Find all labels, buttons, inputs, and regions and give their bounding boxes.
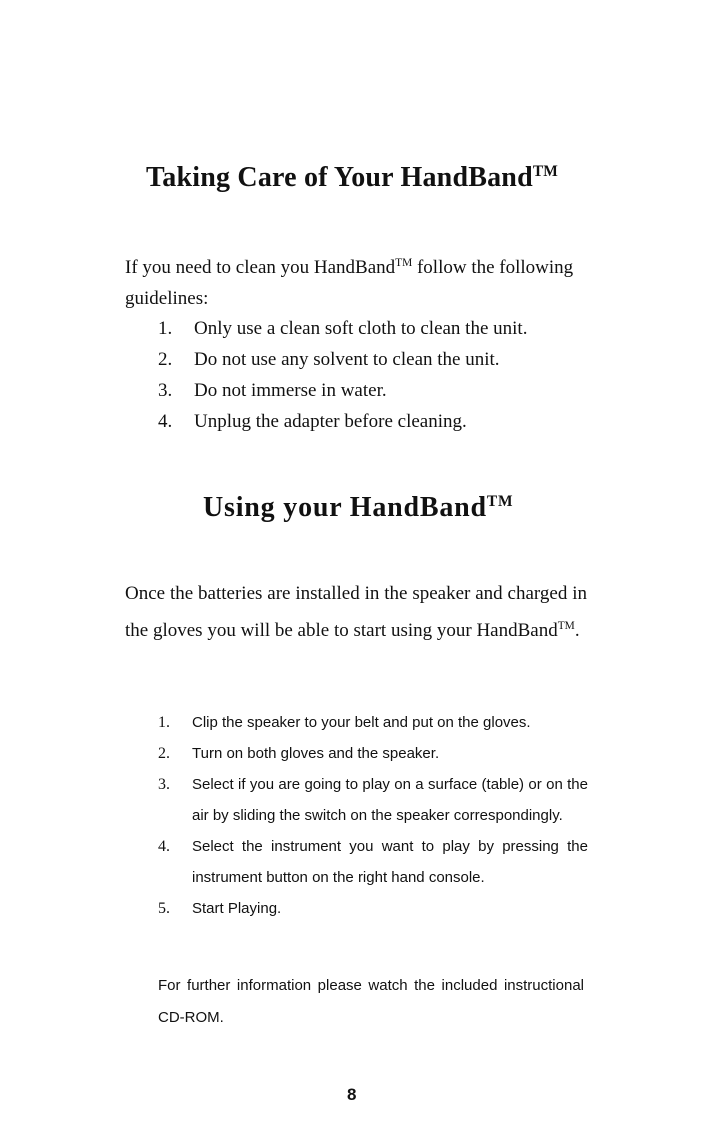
intro-text-end: follow the following guidelines: bbox=[125, 256, 574, 309]
list-item bbox=[158, 313, 618, 344]
item-number: 4. bbox=[158, 411, 173, 432]
trademark-mark: TM bbox=[486, 493, 514, 510]
usage-steps-list bbox=[158, 707, 588, 924]
item-number: 4. bbox=[158, 838, 170, 855]
intro-care-paragraph bbox=[125, 248, 595, 314]
item-text: Select if you are going to play on a surface (table) or on the air by sliding the switch on the speaker correspondingly. bbox=[192, 776, 588, 824]
item-number: 1. bbox=[158, 714, 170, 731]
intro-text: If you need to clean you HandBand bbox=[125, 256, 396, 278]
item-text: Clip the speaker to your belt and put on the gloves. bbox=[192, 714, 531, 731]
section-title-using bbox=[203, 492, 513, 524]
list-item bbox=[158, 375, 618, 406]
intro-using-paragraph bbox=[125, 578, 587, 647]
item-text: Start Playing. bbox=[192, 900, 282, 917]
list-item bbox=[158, 738, 588, 769]
list-item bbox=[158, 707, 588, 738]
section-title-care bbox=[146, 162, 558, 194]
item-text: Turn on both gloves and the speaker. bbox=[192, 745, 440, 762]
trademark-mark: TM bbox=[395, 257, 413, 269]
list-item bbox=[158, 406, 618, 437]
title-text: Using your HandBand bbox=[203, 492, 487, 523]
item-text: Unplug the adapter before cleaning. bbox=[194, 411, 467, 432]
title-text: Taking Care of Your HandBand bbox=[146, 162, 533, 193]
trademark-mark: TM bbox=[557, 620, 575, 632]
list-item bbox=[158, 831, 588, 893]
item-number: 1. bbox=[158, 318, 173, 339]
page-number: 8 bbox=[347, 1085, 357, 1104]
item-text: Select the instrument you want to play by pressing the instrument button on the right hand console. bbox=[192, 838, 588, 886]
list-item bbox=[158, 344, 618, 375]
trademark-mark: TM bbox=[532, 163, 559, 180]
item-number: 5. bbox=[158, 900, 170, 917]
list-item bbox=[158, 893, 588, 924]
list-item bbox=[158, 769, 588, 831]
item-number: 3. bbox=[158, 380, 173, 401]
item-text: Do not use any solvent to clean the unit. bbox=[194, 349, 500, 370]
further-info-note: For further information please watch the included instructional CD-ROM. bbox=[158, 977, 584, 1026]
intro-text: Once the batteries are installed in the speaker and charged in the gloves you will be able to start using your HandBand bbox=[125, 583, 587, 641]
item-number: 2. bbox=[158, 349, 173, 370]
item-number: 3. bbox=[158, 776, 170, 793]
item-number: 2. bbox=[158, 745, 170, 762]
item-text: Only use a clean soft cloth to clean the unit. bbox=[194, 318, 528, 339]
care-guidelines-list bbox=[158, 313, 618, 437]
intro-text-end: . bbox=[574, 619, 580, 641]
item-text: Do not immerse in water. bbox=[194, 380, 387, 401]
